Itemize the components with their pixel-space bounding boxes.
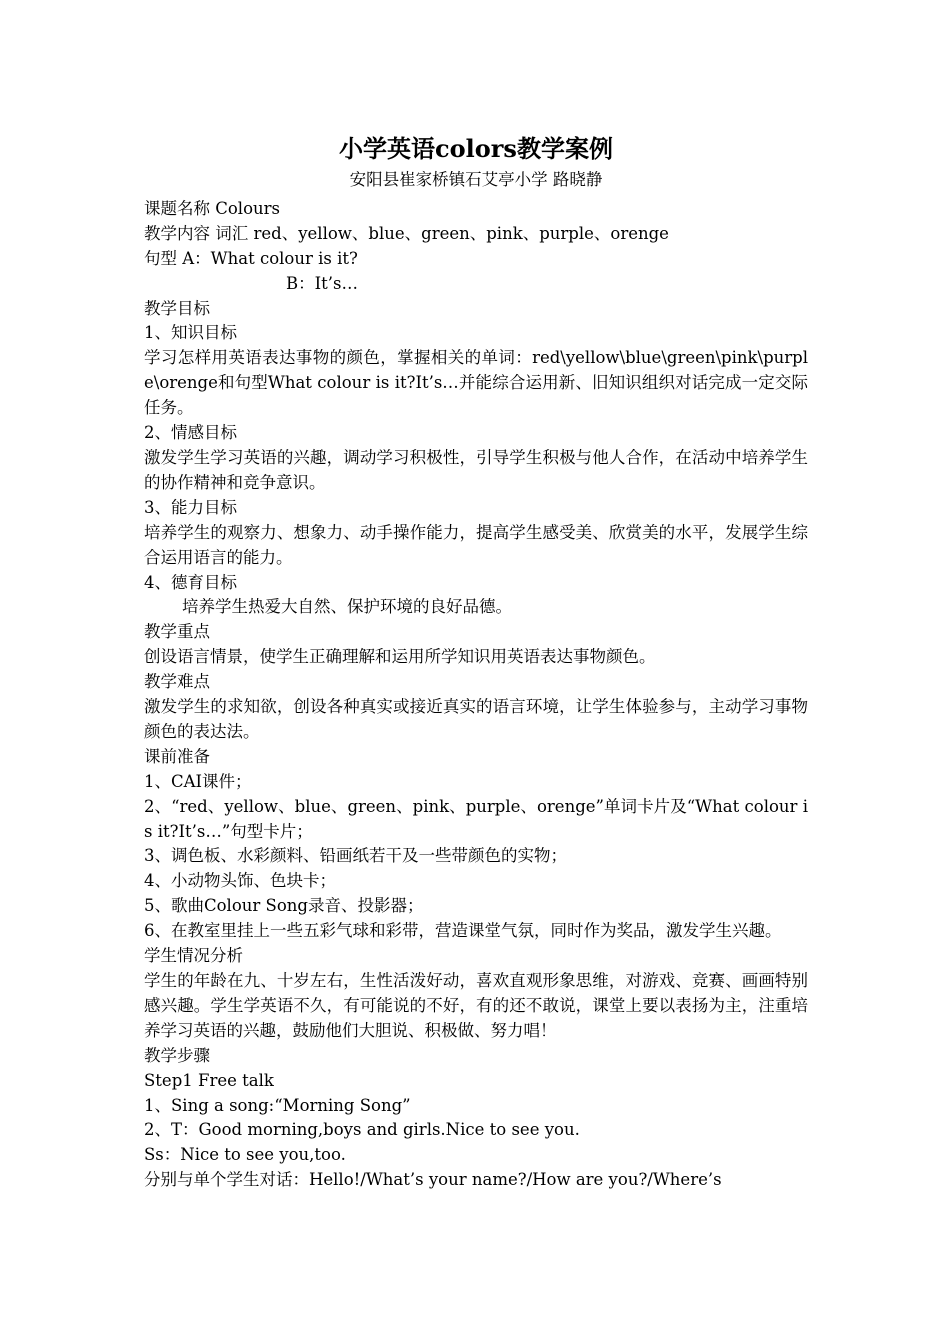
- sentence-pattern-a: 句型 A：What colour is it?: [144, 248, 358, 268]
- lesson-topic: 课题名称 Colours: [144, 198, 280, 218]
- preparation-item-3: 3、调色板、水彩颜料、铅画纸若干及一些带颜色的实物；: [144, 846, 567, 866]
- preparation-item-6: 6、在教室里挂上一些五彩气球和彩带，营造课堂气氛，同时作为奖品，激发学生兴趣。: [144, 921, 782, 941]
- preparation-item-2: 2、“red、yellow、blue、green、pink、purple、orenge”单词卡片及“What colour is it?It’s…”句型卡片；: [144, 796, 808, 841]
- lesson-content: 教学内容 词汇 red、yellow、blue、green、pink、purple、orenge: [144, 223, 669, 243]
- step1-response: Ss：Nice to see you,too.: [144, 1145, 346, 1165]
- emotion-goal-text: 激发学生学习英语的兴趣，调动学习积极性，引导学生积极与他人合作，在活动中培养学生的协作精神和竞争意识。: [144, 447, 808, 492]
- moral-goal-text: 培养学生热爱大自然、保护环境的良好品德。: [182, 597, 512, 617]
- document-title: 小学英语colors教学案例: [339, 134, 613, 163]
- heading-steps: 教学步骤: [144, 1045, 210, 1065]
- difficulty-text: 激发学生的求知欲，创设各种真实或接近真实的语言环境，让学生体验参与，主动学习事物颜色的表达法。: [144, 697, 808, 741]
- heading-objectives: 教学目标: [144, 298, 210, 318]
- step1-item-2: 2、T：Good morning,boys and girls.Nice to see you.: [144, 1120, 580, 1140]
- heading-key-point: 教学重点: [144, 622, 210, 642]
- heading-ability-goal: 3、能力目标: [144, 497, 237, 517]
- preparation-item-1: 1、CAI课件；: [144, 771, 252, 791]
- document-body: [144, 130, 808, 1193]
- heading-student-analysis: 学生情况分析: [144, 946, 243, 966]
- document-author: 安阳县崔家桥镇石艾亭小学 路晓静: [349, 170, 603, 189]
- heading-difficulty: 教学难点: [144, 672, 210, 692]
- heading-knowledge-goal: 1、知识目标: [144, 323, 237, 343]
- step1-item-1: 1、Sing a song:“Morning Song”: [144, 1095, 411, 1115]
- preparation-item-5: 5、歌曲Colour Song录音、投影器；: [144, 896, 424, 916]
- key-point-text: 创设语言情景，使学生正确理解和运用所学知识用英语表达事物颜色。: [144, 647, 656, 667]
- step1-title: Step1 Free talk: [144, 1070, 274, 1090]
- heading-emotion-goal: 2、情感目标: [144, 423, 237, 443]
- heading-moral-goal: 4、德育目标: [144, 572, 237, 592]
- knowledge-goal-text: 学习怎样用英语表达事物的颜色，掌握相关的单词：red\yellow\blue\green\pink\purple\orenge和句型What colour is it?It’s…并能综合运用新、旧知识组织对话完成一定交际任务。: [144, 348, 808, 418]
- student-analysis-text: 学生的年龄在九、十岁左右，生性活泼好动，喜欢直观形象思维，对游戏、竞赛、画画特别感兴趣。学生学英语不久，有可能说的不好，有的还不敢说，课堂上要以表扬为主，注重培养学习英语的兴趣，鼓励他们大胆说、积极做、努力唱！: [144, 971, 808, 1040]
- ability-goal-text: 培养学生的观察力、想象力、动手操作能力，提高学生感受美、欣赏美的水平，发展学生综合运用语言的能力。: [144, 522, 808, 567]
- heading-preparation: 课前准备: [144, 746, 210, 766]
- step1-dialogue: 分别与单个学生对话：Hello!/What’s your name?/How are you?/Where’s: [144, 1170, 722, 1190]
- sentence-pattern-b: B：It’s…: [286, 273, 358, 293]
- preparation-item-4: 4、小动物头饰、色块卡；: [144, 871, 336, 891]
